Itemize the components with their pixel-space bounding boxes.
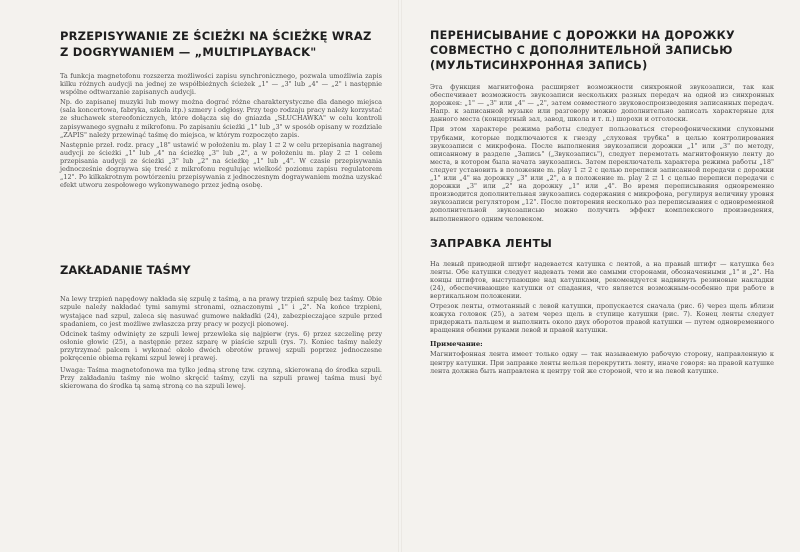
- paragraph: При этом характере режима работы следует пользоваться стереофоническими слуховыми трубками, которые подключаются к гнезду „слуховая трубка" в целью контролирования звукозаписи с микрофона. После выполнения звукозаписи дорожки „1" или „3" по методу, описанному в разделе „Запись" („Звукозапись"), следует перемотать магнитофонную ленту до места, в котором была начата звукозапись. Затем переключатель характера режима работы „18" следует установить в положение m. play 1 ⇄ 2 с целью переписи записанной передачи с дорожки „1" или „4" на дорожку „3" или „2", а в положение m. play 2 ⇄ 1 с целью переписи передачи с дорожки „3" или „2" на дорожку „1" или „4". Во время переписывания одновременно производится дополнительная звукозапись содержания с микрофона, регулируя величину уровня звукозаписи регулятором „12". После повторения несколько раз переписывания с одновременной дополнительной звукозаписью можно получить эффект комплексного произведения, выполненного одним человеком.: [430, 125, 774, 223]
- paragraph: Odcinek taśmy odwinięty ze szpuli lewej przewleka się najpierw (rys. 6) przez szczelinę przy osłonie głowic (25), a następnie przez szparę w piaście szpuli (rys. 7). Koniec taśmy należy przytrzymać palcem i wykonać około dwóch obrotów prawej szpuli poprzez jednoczesne pokręcenie obiema rękami szpul lewej i prawej.: [60, 329, 382, 362]
- section-title-multiplayback-pl: PRZEPISYWANIE ZE ŚCIEŻKI NA ŚCIEŻKĘ WRAZ Z DOGRYWANIEM — „MULTIPLAYBACK": [60, 29, 372, 59]
- paragraph: Np. do zapisanej muzyki lub mowy można dograć różne charakterystyczne dla danego miejsca (sala koncertowa, fabryka, szkoła itp.) szmery i odgłosy. Przy tego rodzaju pracy należy korzystać ze słuchawek stereofonicznych, które dołącza się do gniazda „SŁUCHAWKA" w celu kontroli zapisywanego sygnału z mikrofonu. Po zapisaniu ścieżki „1" lub „3" w sposób opisany w rozdziale „ZAPIS" należy przewinąć taśmę do miejsca, w którym rozpoczęto zapis.: [60, 98, 382, 139]
- section-title-tape-loading-ru: ЗАПРАВКА ЛЕНТЫ: [430, 236, 553, 250]
- note-paragraph: Uwaga: Taśma magnetofonowa ma tylko jedną stronę tzw. czynną, skierowaną do środka szpuli. Przy zakładaniu taśmy nie wolno skręcić taśmy, czyli na szpuli prawej taśma musi być skierowana do środka tą samą stroną co na szpuli lewej.: [60, 366, 382, 391]
- paragraph: Отрезок ленты, отмотанный с левой катушки, пропускается сначала (рис. 6) через щель вблизи кожуха головок (25), а затем через щель в ступице катушки (рис. 7). Конец ленты следует придержать пальцем и выполнить около двух оборотов правой катушки — путем одновременного вращения обеими руками левой и правой катушки.: [430, 302, 774, 335]
- paragraph: Na lewy trzpień napędowy nakłada się szpulę z taśmą, a na prawy trzpień szpulę bez taśmy. Obie szpule należy nakładać tymi samymi stronami, oznaczonymi „1" i „2". Na końce trzpieni, wystające nad szpul, zaleca się nasuwać gumowe nakładki (24), zabezpieczające szpule przed spadaniem, co jest możliwe zwłaszcza przy pracy w pozycji pionowej.: [60, 295, 382, 328]
- paragraph: Ta funkcja magnetofonu rozszerza możliwości zapisu synchronicznego, pozwala umożliwia zapis kilku różnych audycji na jednej ze współbieżnych ścieżek „1" — „3" lub „4" — „2" i następnie wspólne odtwarzanie zapisanych audycji.: [60, 72, 382, 97]
- right-page-russian: [400, 0, 800, 552]
- paragraph: Эта функция магнитофона расширяет возможности синхронной звукозаписи, так как обеспечивает возможность звукозаписи нескольких разных передач на одной из синхронных дорожек: „1" — „3" или „4" — „2", затем совместного звуковоспроизведения записанных передач. Напр. к записанной музыке или разговору можно дополнительно записать характерные для данного места (концертный зал, завод, школа и т. п.) шорохи и отголоски.: [430, 83, 774, 124]
- section-title-tape-loading-pl: ZAKŁADANIE TAŚMY: [60, 263, 191, 278]
- paragraph: На левый приводной штифт надевается катушка с лентой, а на правый штифт — катушка без ленты. Обе катушки следует надевать теми же самыми сторонами, обозначенными „1" и „2". На концы штифтов, выступающие над катушками, рекомендуется надвинуть резиновые накладки (24), обеспечивающие катушки от спадания, что является возможным-особенно при работе в вертикальном положении.: [430, 259, 774, 300]
- spacer: [430, 225, 774, 237]
- note-label: Примечание:: [430, 340, 483, 349]
- section-title-multiplayback-ru: ПЕРЕНИСЫВАНИЕ С ДОРОЖКИ НА ДОРОЖКУ СОВМЕСТНО С ДОПОЛНИТЕЛЬНОЙ ЗАПИСЬЮ (МУЛЬТИСИНХРОННАЯ ЗАПИСЬ): [430, 29, 735, 72]
- paragraph: Następnie przeł. rodz. pracy „18" ustawić w położeniu m. play 1 ⇄ 2 w celu przepisania nagranej audycji ze ścieżki „1" lub „4" na ścieżkę „3" lub „2", a w położeniu m. play 2 ⇄ 1 celem przepisania audycji ze ścieżki „3" lub „2" na ścieżkę „1" lub „4". W czasie przepisywania jednocześnie dograywa się treść z mikrofonu regulując wielkość poziomu zapisu regulatorem „12". Po kilkakrotnym powtórzeniu przepisywania z jednoczesnym dograywaniem można uzyskać efekt utworu zespołowego wykonywanego przez jedną osobę.: [60, 140, 382, 190]
- spacer: [60, 191, 382, 263]
- note-paragraph: Магнитофонная лента имеет только одну — так называемую рабочую сторону, направленную к центру катушки. При заправке ленты нельзя перекрутить ленту, иначе говоря: на правой катушке лента должна быть направлена к центру той же стороной, что и на левой катушке.: [430, 350, 774, 375]
